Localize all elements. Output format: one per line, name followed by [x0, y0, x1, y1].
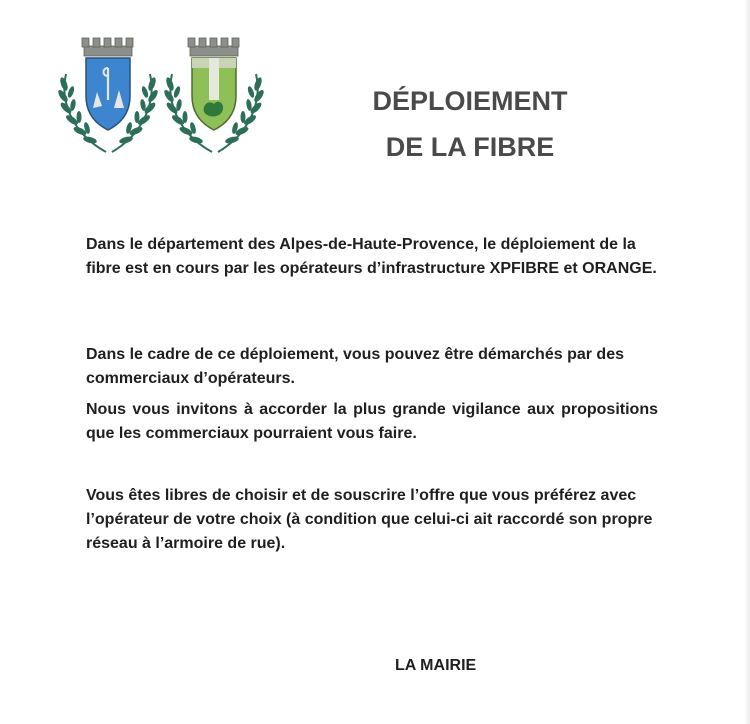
title-line-1: DÉPLOIEMENT — [372, 86, 568, 116]
paragraph-deployment-info: Dans le département des Alpes-de-Haute-Provence, le déploiement de la fibre est en cours par les opérateurs d’infrastructure XPFIBRE et ORANGE. — [86, 236, 657, 277]
coat-of-arms-blue-icon — [58, 38, 159, 152]
paragraph-commercial-canvassing: Dans le cadre de ce déploiement, vous pouvez être démarchés par des commerciaux d’opérateurs. — [86, 346, 624, 387]
signature-la-mairie: LA MAIRIE — [395, 657, 477, 674]
scan-edge-shadow — [744, 0, 750, 724]
paragraph-vigilance-warning: Nous vous invitons à accorder la plus grande vigilance aux propositions que les commerciaux pourraient vous faire. — [86, 401, 658, 442]
paragraph-free-choice: Vous êtes libres de choisir et de souscrire l’offre que vous préférez avec l’opérateur de votre choix (à condition que celui-ci ait raccordé son propre réseau à l’armoire de rue). — [86, 487, 653, 552]
coat-of-arms-green-icon — [163, 38, 264, 152]
page-title — [300, 78, 640, 170]
municipal-crests — [58, 34, 264, 160]
title-line-2: DE LA FIBRE — [385, 132, 555, 162]
